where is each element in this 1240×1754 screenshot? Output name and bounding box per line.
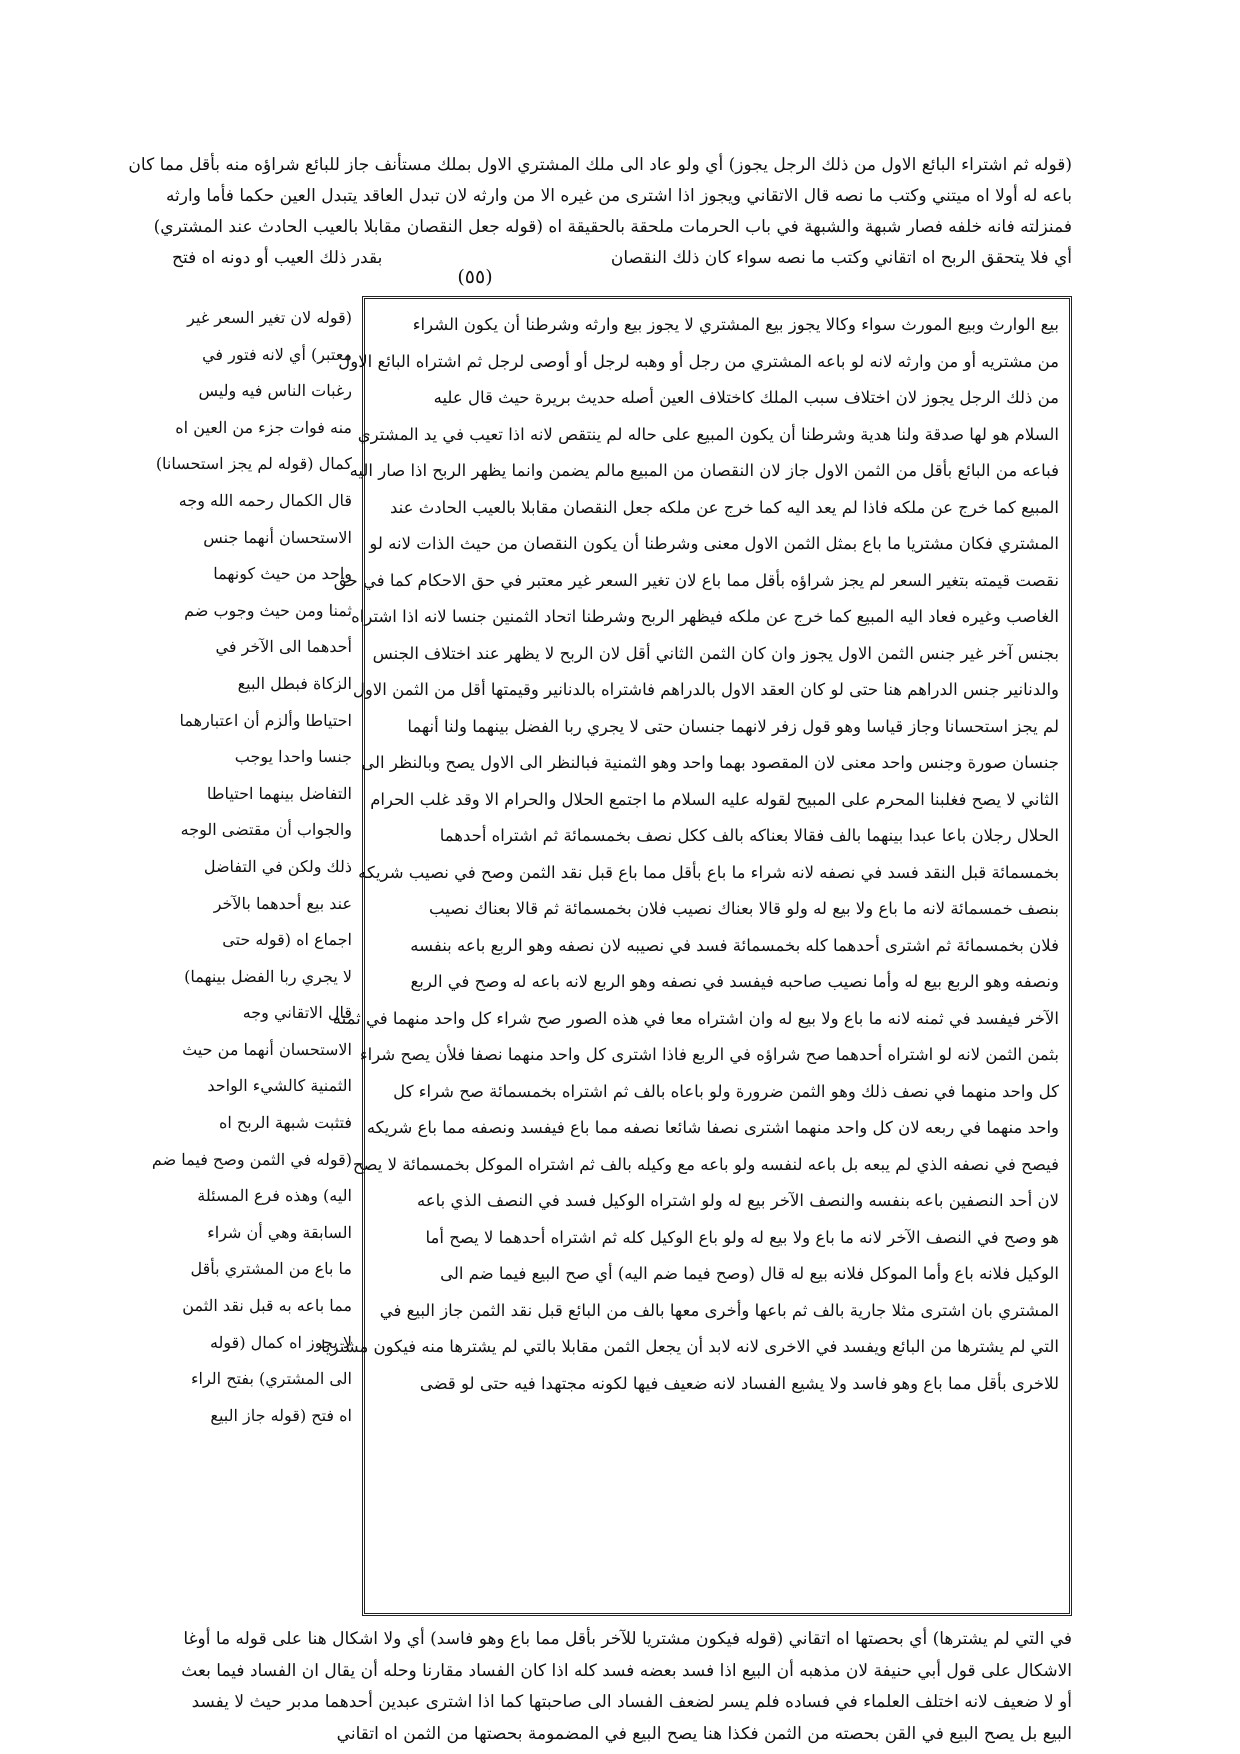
commentary-line: البيع بل يصح البيع في القن بحصته من الثمن فكذا هنا يصح البيع في المضمومة بحصتها من الثمن اه اتقاني [336,1723,1072,1744]
main-text-line: ونصفه وهو الربع بيع له وأما نصيب صاحبه فيفسد في نصفه وهو الربع لانه باعه له وصح في الربع [410,972,1059,991]
top-commentary [128,150,1072,274]
main-text-line: هو وصح في النصف الآخر لانه ما باع ولا بيع له ولو باع الوكيل كله ثم اشتراه أحدهما لا يصح أما [425,1227,1059,1247]
main-text-line: من ذلك الرجل يجوز لان اختلاف سبب الملك كاختلاف العين أصله حديث بريرة حيث قال عليه [433,388,1059,407]
side-commentary-line: واحد من حيث كونهما [213,564,352,584]
side-commentary-line: اجماع اه (قوله حتى [222,930,352,950]
main-text-line: فلان بخمسمائة ثم اشترى أحدهما كله بخمسمائة فسد في نصيبه لان نصفه وهو الربع باعه بنفسه [410,935,1059,955]
side-commentary-line: كمال (قوله لم يجز استحسانا) [155,454,352,474]
main-text-line: المشتري فكان مشتريا ما باع بمثل الثمن الاول معنى وشرطنا أن يكون النقصان من حيث الذات لانه لو [369,534,1059,553]
main-text-line: بثمن الثمن لانه لو اشتراه أحدهما صح شراؤه في الربع فاذا اشترى كل واحد منهما نصفا فلأن يصح شراء [359,1045,1059,1064]
main-text [321,307,1059,1402]
main-text-line: بخمسمائة قبل النقد فسد في نصفه لانه شراء ما باع بأقل مما باع قبل نقد الثمن وصح في نصيب شريكه [358,862,1059,882]
main-text-line: فيصح في نصفه الذي لم يبعه بل باعه لنفسه ولو باعه مع وكيله بالف ثم اشتراه الموكل بخمسمائة لا يصح [352,1154,1059,1174]
side-commentary-line: منه فوات جزء من العين اه [175,417,352,437]
main-text-line: لم يجز استحسانا وجاز قياسا وهو قول زفر لانهما جنسان حتى لا يجري ربا الفضل بينهما ولنا أنهما [407,716,1059,736]
commentary-line [172,243,1072,274]
side-commentary-line: والجواب أن مقتضى الوجه [180,820,352,840]
side-commentary-line: مما باعه به قبل نقد الثمن [182,1296,352,1316]
main-text-line: من مشتريه أو من وارثه لانه لو باعه المشتري من رجل أو وهبه لرجل أو أوصى لرجل ثم اشتراه البائع الاول [338,351,1059,371]
side-commentary-line: اه فتح (قوله جاز البيع [210,1405,352,1425]
main-text-line: الوكيل فلانه باع وأما الموكل فلانه بيع له قال (وصح فيما ضم اليه) أي صح البيع فيما ضم الى [440,1264,1059,1283]
main-text-line: الحلال رجلان باعا عبدا بينهما بالف فقالا بعناكه بالف ككل نصف بخمسمائة ثم اشتراه أحدهما [439,826,1059,845]
bottom-commentary [172,1624,1072,1750]
side-commentary-line: ما باع من المشتري بأقل [190,1259,352,1279]
side-commentary-line: ذلك ولكن في التفاضل [203,856,352,876]
side-commentary-line: ثمنا ومن حيث وجوب ضم [184,600,352,620]
side-commentary-line: أحدهما الى الآخر في [215,637,352,657]
main-text-line: فباعه من البائع بأقل من الثمن الاول جاز لان النقصان من المبيع مالم يضمن وانما يظهر الربح اذا صار اليه [349,461,1059,480]
side-commentary-line: الثمنية كالشيء الواحد [207,1076,352,1096]
commentary-line: في التي لم يشترها) أي بحصتها اه اتقاني (قوله فيكون مشتريا للآخر بأقل مما باع وهو فاسد) أي ولا اشكال هنا على قوله ما أوغا [183,1629,1072,1649]
commentary-fragment: بقدر ذلك العيب أو دونه اه فتح [172,248,383,268]
side-commentary-line: عند بيع أحدهما بالآخر [213,893,352,913]
main-text-line: جنسان صورة وجنس واحد معنى لان المقصود بهما واحد وهو الثمنية فبالنظر الى الاول يصح وبالنظر الى [361,753,1059,772]
main-text-line: بيع الوارث وبيع المورث سواء وكالا يجوز بيع المشتري لا يجوز بيع وارثه وشرطنا أن يكون الشراء [412,315,1059,334]
page-number: (٥٥) [457,266,493,288]
side-commentary-line: لا يجوز اه كمال (قوله [209,1332,352,1352]
side-commentary-line: اليه) وهذه فرع المسئلة [197,1186,352,1206]
side-commentary-line: السابقة وهي أن شراء [207,1222,352,1242]
main-text-line: المشتري بان اشترى مثلا جارية بالف ثم باعها وأخرى معها بالف من البائع قبل نقد الثمن جاز البيع في [379,1300,1059,1320]
main-text-line: الغاصب وغيره فعاد اليه المبيع كما خرج عن ملكه فيظهر الربح وشرطنا اتحاد الثمنين جنسا لانه اذا اشتراه [351,607,1059,626]
main-text-line: نقصت قيمته بتغير السعر لم يجز شراؤه بأقل مما باع لان تغير السعر غير معتبر في حق الاحكام كما في حق [333,570,1059,590]
commentary-line: أو لا ضعيف لانه اختلف العلماء في فساده فلم يسر لضعف الفساد الى صاحبتها كما اذا اشترى عبدين أحدهما مدبر حيث لا يفسد [191,1692,1072,1712]
commentary-fragment: أي فلا يتحقق الربح اه اتقاني وكتب ما نصه سواء كان ذلك النقصان [610,248,1072,268]
main-text-line: لان أحد النصفين باعه بنفسه والنصف الآخر بيع له ولو اشتراه الوكيل فسد في النصف الذي باعه [416,1191,1059,1210]
main-text-line: بنصف خمسمائة لانه ما باع ولا بيع له ولو قالا بعناك نصيب فلان بخمسمائة ثم قالا بعناك نصيب [429,899,1059,918]
main-text-line: التي لم يشترها من البائع ويفسد في الاخرى لانه لابد أن يجعل الثمن مقابلا بالتي لم يشترها منه فيكون مشتريا [321,1337,1059,1356]
side-commentary-line: التفاضل بينهما احتياطا [206,783,352,803]
side-commentary-line: قال الاتقاني وجه [242,1003,352,1023]
side-commentary-line: (قوله في الثمن وصح فيما ضم [151,1149,352,1169]
side-commentary-line: الزكاة فبطل البيع [237,673,352,693]
side-commentary-line: الاستحسان أنهما من حيث [182,1039,352,1059]
commentary-line: فمنزلته فانه خلفه فصار شبهة والشبهة في باب الحرمات ملحقة بالحقيقة اه (قوله جعل النقصان مقابلا بالعيب الحادث عند المشتري) [153,217,1072,237]
side-commentary [151,300,352,1434]
main-text-line: الثاني لا يصح فغلبنا المحرم على المبيح لقوله عليه السلام ما اجتمع الحلال والحرام الا وقد غلب الحرام [370,789,1059,809]
commentary-line: (قوله ثم اشتراء البائع الاول من ذلك الرجل يجوز) أي ولو عاد الى ملك المشتري الاول بملك مستأنف جاز للبائع شراؤه منه بأقل مما كان [128,155,1072,175]
side-commentary-line: احتياطا وألزم أن اعتبارهما [179,710,352,730]
main-text-line: بجنس آخر غير جنس الثمن الاول يجوز وان كان الثمن الثاني أقل لان الربح لا يظهر عند اختلاف الجنس [372,643,1059,663]
main-text-line: كل واحد منهما في نصف ذلك وهو الثمن ضرورة ولو باعاه بالف ثم اشتراه بخمسمائة صح شراء كل [393,1081,1059,1101]
side-commentary-line: الى المشتري) بفتح الراء [191,1369,352,1389]
main-text-line: السلام هو لها صدقة ولنا هدية وشرطنا أن يكون المبيع على حاله لم ينتقص لانه اذا تعيب في يد المشتري [357,424,1059,444]
main-text-line: واحد منهما في ربعه لان كل واحد منهما اشترى نصفا شائعا نصفه مما باع فيفسد ونصفه مما باع شريكه [366,1118,1059,1137]
side-commentary-line: جنسا واحدا يوجب [234,747,352,767]
side-commentary-line: (قوله لان تغير السعر غير [187,308,352,327]
side-commentary-line: لا يجري ربا الفضل بينهما) [184,966,352,986]
main-text-line: الآخر فيفسد في ثمنه لانه ما باع ولا بيع له وان اشتراه معا في هذه الصور صح شراء كل واحد منهما في ثمنه [332,1008,1059,1028]
side-commentary-line: الاستحسان أنهما جنس [203,527,352,547]
main-text-frame [321,296,1072,1616]
side-commentary-line: معتبر) أي لانه فتور في [202,344,352,364]
commentary-line: الاشكال على قول أبي حنيفة لان مذهبه أن البيع اذا فسد بعضه فسد كله اذا كان الفساد مقارنا وحله أن يقال ان الفساد فيما بعث [181,1660,1072,1681]
side-commentary-line: رغبات الناس فيه وليس [198,381,352,401]
commentary-line: باعه له أولا اه ميتني وكتب ما نصه قال الاتقاني ويجوز اذا اشترى من غيره الا من وارثه لان تبدل العاقد يتبدل العين حكما فأما وارثه [165,186,1072,206]
main-text-line: للاخرى بأقل مما باع وهو فاسد ولا يشيع الفساد لانه ضعيف فيها لكونه مجتهدا فيه حتى لو قضى [419,1373,1059,1393]
side-commentary-line: فتثبت شبهة الربح اه [218,1113,352,1133]
side-commentary-line: قال الكمال رحمه الله وجه [178,490,352,510]
main-text-line: والدنانير جنس الدراهم هنا حتى لو كان العقد الاول بالدراهم فاشتراه بالدنانير وقيمتها أقل من الثمن الاول [352,680,1059,699]
main-text-line: المبيع كما خرج عن ملكه فاذا لم يعد اليه كما خرج عن ملكه جعل النقصان مقابلا بالعيب الحادث عند [389,497,1059,517]
